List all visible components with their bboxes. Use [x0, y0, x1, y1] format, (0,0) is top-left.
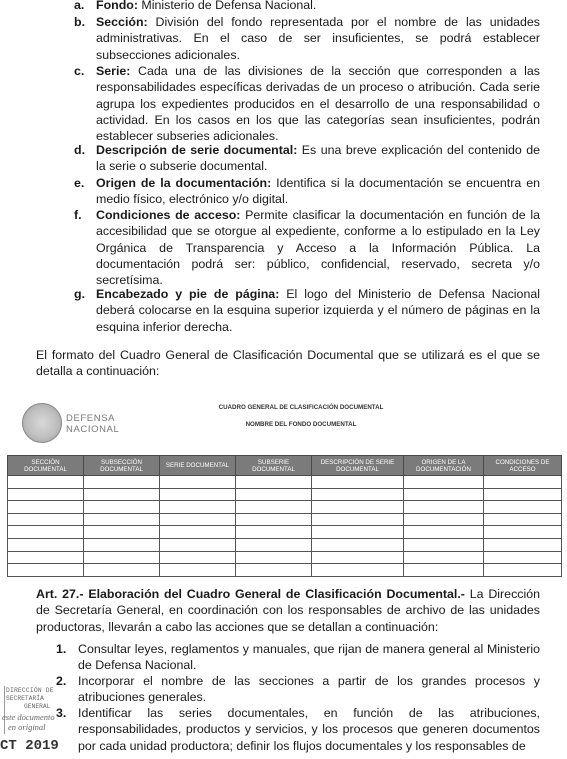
table-row	[8, 501, 562, 514]
item-term: Origen de la documentación:	[96, 176, 272, 190]
item-term: Descripción de serie documental:	[96, 143, 298, 157]
item-letter: e.	[74, 176, 85, 190]
item-letter: c.	[74, 64, 85, 78]
step-number: 3.	[56, 706, 67, 720]
step-text: Incorporar el nombre de las secciones a partir de los grandes procesos y atribuciones generales.	[78, 674, 540, 705]
ministry-seal-icon	[22, 403, 62, 443]
table-cell	[160, 526, 236, 539]
table-cell	[236, 526, 312, 539]
table-cell	[404, 501, 484, 514]
table-cell	[484, 538, 562, 551]
table-cell	[160, 538, 236, 551]
table-cell	[484, 488, 562, 501]
list-item-e	[74, 175, 540, 208]
table-cell	[84, 501, 160, 514]
table-cell	[160, 501, 236, 514]
table-row	[8, 526, 562, 539]
column-header-subseccion: SUBSECCIÓN DOCUMENTAL	[84, 456, 160, 476]
table-cell	[236, 488, 312, 501]
table-cell	[404, 526, 484, 539]
step-item-2	[56, 673, 540, 706]
table-cell	[312, 564, 404, 577]
article-27	[36, 586, 540, 635]
stamp-line-2: SECRETARÍA	[6, 695, 44, 702]
table-cell	[8, 564, 84, 577]
stamp-line-1: DIRECCIÓN DE	[6, 687, 54, 694]
logo-line-1: DEFENSA	[66, 413, 116, 424]
table-cell	[312, 526, 404, 539]
step-text: Identificar las series documentales, en función de las atribuciones, responsabilidades, productos y servicios, y los procesos que generen documentos por cada unidad productora; definir los flujos documentales y los responsables de	[78, 706, 540, 753]
item-letter: b.	[74, 15, 86, 29]
classification-table	[7, 455, 562, 577]
table-cell	[84, 488, 160, 501]
table-body	[8, 476, 562, 577]
table-cell	[160, 488, 236, 501]
table-cell	[484, 551, 562, 564]
stamp-line-4: este documento	[2, 712, 55, 722]
table-cell	[236, 501, 312, 514]
table-cell	[84, 476, 160, 489]
stamp-line-3: GENERAL	[24, 703, 51, 710]
column-header-serie: SERIE DOCUMENTAL	[160, 456, 236, 476]
table-cell	[404, 513, 484, 526]
table-cell	[160, 476, 236, 489]
ministry-logo-text	[66, 413, 119, 435]
table-cell	[312, 551, 404, 564]
table-cell	[312, 501, 404, 514]
item-text: Identifica si la documentación se encuentra en medio físico, electrónico y/o digital.	[96, 176, 540, 207]
cuadro-subtitle: NOMBRE DEL FONDO DOCUMENTAL	[245, 421, 357, 428]
item-term: Fondo:	[96, 0, 138, 12]
table-cell	[312, 476, 404, 489]
list-item-g	[74, 286, 540, 335]
table-cell	[236, 513, 312, 526]
item-letter: d.	[74, 143, 86, 157]
table-cell	[160, 513, 236, 526]
article-title: Art. 27.- Elaboración del Cuadro General de Clasificación Documental.-	[36, 587, 465, 601]
list-item-a	[74, 0, 540, 13]
item-text: Ministerio de Defensa Nacional.	[137, 0, 317, 12]
item-letter: f.	[74, 208, 82, 222]
column-header-subserie: SUBSERIE DOCUMENTAL	[236, 456, 312, 476]
table-cell	[8, 501, 84, 514]
item-text: División del fondo representada por el nombre de las unidades administrativas. En el caso de ser insuficientes, se podrá establecer subsecciones adicionales.	[96, 15, 540, 62]
step-item-3	[56, 705, 540, 754]
cuadro-title: CUADRO GENERAL DE CLASIFICACIÓN DOCUMENTAL	[218, 404, 384, 411]
stamp-line-5: en original	[8, 722, 46, 732]
table-cell	[8, 526, 84, 539]
table-cell	[484, 501, 562, 514]
table-cell	[236, 551, 312, 564]
item-term: Encabezado y pie de página:	[96, 287, 280, 301]
table-cell	[404, 488, 484, 501]
item-text: El logo del Ministerio de Defensa Nacional deberá colocarse en la esquina superior izquierda y el número de páginas en la esquina inferior derecha.	[96, 287, 540, 334]
item-text: Es una breve explicación del contenido de la serie o subserie documental.	[96, 143, 540, 174]
table-cell	[404, 538, 484, 551]
list-item-c	[74, 63, 540, 144]
item-text: Permite clasificar la documentación en función de la accesibilidad que se otorgue al expediente, conforme a lo estipulado en la Ley Orgánica de Transparencia y Acceso a la Información Pública. La documentación podrá ser: público, confidencial, reservado, secreta y/o secretísima.	[96, 208, 540, 288]
item-letter: g.	[74, 287, 86, 301]
table-row	[8, 476, 562, 489]
certification-stamp	[0, 686, 72, 759]
stamp-date: CT 2019	[0, 738, 59, 754]
item-term: Sección:	[96, 15, 148, 29]
table-cell	[84, 526, 160, 539]
table-cell	[84, 538, 160, 551]
column-header-descripcion: DESCRIPCIÓN DE SERIE DOCUMENTAL	[312, 456, 404, 476]
table-cell	[312, 538, 404, 551]
table-cell	[8, 513, 84, 526]
item-term: Condiciones de acceso:	[96, 208, 241, 222]
step-number: 2.	[56, 674, 67, 688]
step-text: Consultar leyes, reglamentos y manuales, que rijan de manera general al Ministerio de Defensa Nacional.	[78, 642, 540, 673]
table-row	[8, 513, 562, 526]
list-item-f	[74, 207, 540, 288]
table-cell	[8, 538, 84, 551]
table-cell	[404, 564, 484, 577]
list-item-b	[74, 14, 540, 63]
table-cell	[8, 551, 84, 564]
table-row	[8, 538, 562, 551]
table-cell	[236, 476, 312, 489]
table-cell	[312, 488, 404, 501]
table-cell	[8, 476, 84, 489]
article-text: La Dirección de Secretaría General, en coordinación con los responsables de archivo de las unidades productoras, llevarán a cabo las acciones que se detallan a continuación:	[36, 587, 540, 634]
item-letter: a.	[74, 0, 85, 12]
item-term: Serie:	[96, 64, 131, 78]
table-row	[8, 488, 562, 501]
table-cell	[484, 513, 562, 526]
table-cell	[84, 513, 160, 526]
table-cell	[236, 564, 312, 577]
table-cell	[8, 488, 84, 501]
logo-line-2: NACIONAL	[66, 424, 120, 435]
table-cell	[484, 564, 562, 577]
table-cell	[236, 538, 312, 551]
step-item-1	[56, 641, 540, 674]
table-cell	[84, 564, 160, 577]
table-cell	[484, 526, 562, 539]
column-header-origen: ORIGEN DE LA DOCUMENTACIÓN	[404, 456, 484, 476]
table-cell	[160, 551, 236, 564]
table-cell	[312, 513, 404, 526]
column-header-condiciones: CONDICIONES DE ACCESO	[484, 456, 562, 476]
table-row	[8, 551, 562, 564]
table-cell	[84, 551, 160, 564]
table-row	[8, 564, 562, 577]
table-cell	[160, 564, 236, 577]
column-header-seccion: SECCIÓN DOCUMENTAL	[8, 456, 84, 476]
table-cell	[404, 476, 484, 489]
table-header-row	[8, 456, 562, 476]
list-item-d	[74, 142, 540, 175]
item-text: Cada una de las divisiones de la sección que corresponden a las responsabilidades específicas derivadas de un proceso o atribución. Cada serie agrupa los expedientes producidos en el desarrollo de una responsabilidad o actividad. En los casos en los que las categorías sean insuficientes, podrán establecer subseries adicionales.	[96, 64, 540, 144]
cuadro-header	[16, 400, 556, 448]
intro-paragraph: El formato del Cuadro General de Clasificación Documental que se utilizará es el que se detalla a continuación:	[36, 348, 540, 379]
table-cell	[484, 476, 562, 489]
table-cell	[404, 551, 484, 564]
step-number: 1.	[56, 642, 67, 656]
